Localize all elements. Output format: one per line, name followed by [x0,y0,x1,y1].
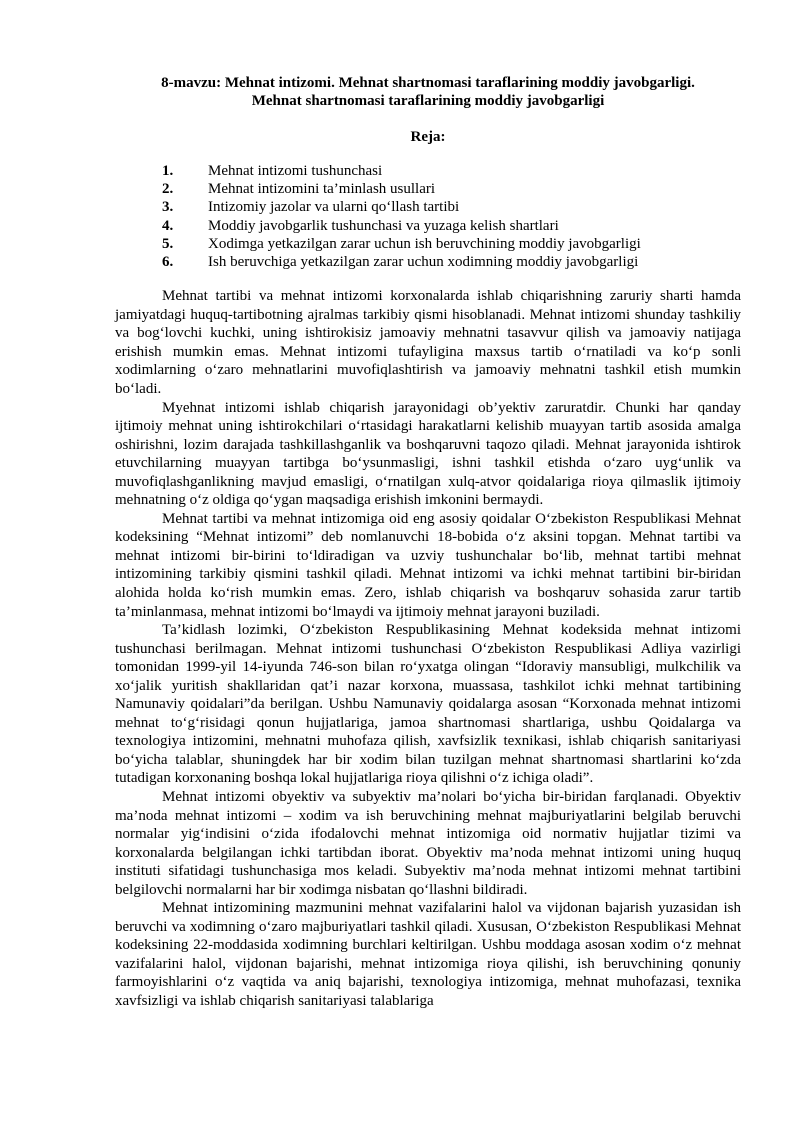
body-paragraph-4: Ta’kidlash lozimki, O‘zbekiston Respublikasining Mehnat kodeksida mehnat intizomi tushunchasi berilmagan. Mehnat intizomi tushunchasi O‘zbekiston Respublikasi Adliya vazirligi tomonidan 1999-yil 14-iyunda 746-son bilan ro‘yxatga olingan “Idoraviy mansubligi, mulkchilik va xo‘jalik yuritish shakllaridan qat’i nazar korxona, muassasa, tashkilot ichki mehnat tartibining Namunaviy qoidalari”da berilgan. Ushbu Namunaviy qoidalarga asosan “Korxonada mehnat intizomi mehnat to‘g‘risidagi qonun hujjatlariga, jamoa shartnomasi shartlariga, ushbu Qoidalarga va texnologiya intizomini, mehnatni muhofaza qilish, xavfsizlik texnikasi, ishlab chiqarish sanitariyasi bo‘yicha talablar, shuningdek har bir xodim bilan tuzilgan mehnat shartnomasi shartlarini ko‘zda tutadigan korxonaning boshqa lokal hujjatlariga rioya qilishni o‘z ichiga oladi”. [115,622,741,787]
plan-item-text: Mehnat intizomi tushunchasi [208,163,383,179]
plan-item-number: 6. [162,254,174,271]
plan-item-number: 4. [162,217,174,234]
body-paragraph-5: Mehnat intizomi obyektiv va subyektiv ma’nolari bo‘yicha bir-biridan farqlanadi. Obyektiv ma’noda mehnat intizomi – xodim va ish beruvchining mehnat majburiyatlarini belgilab beruvchi normalar yig‘indisini o‘zida ifodalovchi mehnat intizomiga oid normativ hujjatlar tizimi va korxonalarda belgilangan ichki tartibdan iborat. Obyektiv ma’noda mehnat intizomi uning huquq instituti sifatidagi tushunchasiga mos keladi. Subyektiv ma’noda mehnat intizomi mehnat tartibini belgilovchi normalarni har bir xodimga nisbatan qo‘llashni bildiradi. [115,788,741,898]
plan-item-text: Intizomiy jazolar va ularni qo‘llash tartibi [208,199,460,216]
plan-item-text: Moddiy javobgarlik tushunchasi va yuzaga kelish shartlari [208,217,559,234]
body-paragraph-3: Mehnat tartibi va mehnat intizomiga oid eng asosiy qoidalar O‘zbekiston Respublikasi Mehnat kodeksining “Mehnat intizomi” deb nomlanuvchi 18-bobida o‘z aksini topgan. Mehnat tartibi va mehnat intizomi bir-birini to‘ldiradigan va uzviy tushunchalar bo‘lib, mehnat tartibi mehnat intizomining tarkibiy qismini tashkil qiladi. Mehnat intizomi va ichki mehnat tartibini bir-biridan alohida holda ko‘rish mumkin emas. Zero, ishlab chiqarish va boshqaruv sohasida zarur tartib ta’minlanmasa, mehnat intizomi bo‘lmaydi va ijtimoiy mehnat jarayoni buziladi. [115,510,741,620]
plan-item-text: Ish beruvchiga yetkazilgan zarar uchun xodimning moddiy javobgarligi [208,254,639,271]
body-paragraph-2: Myehnat intizomi ishlab chiqarish jarayonidagi ob’yektiv zaruratdir. Chunki har qanday ijtimoiy mehnat uning ishtirokchilari o‘rtasidagi harakatlarni kelishib muayyan tartib asosida amalga oshirishni, lozim darajada tashkillashganlik va boshqaruvni taqozo qiladi. Mehnat jarayonida ishtirok etuvchilarning muayyan tartibga bo‘ysunmasligi, ishni tashkil etishda o‘zaro uyg‘unlik va muvofiqlashganlikning mavjud emasligi, o‘rnatilgan xulq-atvor qoidalariga rioya qilmaslik ijtimoiy mehnatning o‘z oldiga qo‘ygan maqsadiga erishish imkonini bermaydi. [115,399,741,509]
plan-item-3 [115,198,741,216]
title-line-2: Mehnat shartnomasi taraflarining moddiy javobgarligi [251,93,605,109]
plan-item-1 [115,162,741,180]
plan-item-4 [115,217,741,235]
title-line-1: 8-mavzu: Mehnat intizomi. Mehnat shartnomasi taraflarining moddiy javobgarligi. [161,75,695,91]
plan-item-number: 2. [162,181,174,198]
plan-item-5 [115,235,741,253]
document-title [115,74,741,110]
plan-heading: Reja: [410,129,446,145]
plan-item-text: Xodimga yetkazilgan zarar uchun ish beruvchining moddiy javobgarligi [208,235,641,252]
plan-item-number: 1. [162,163,174,179]
plan-item-text: Mehnat intizomini ta’minlash usullari [208,181,436,198]
document-page [115,74,741,1011]
body-paragraph-1: Mehnat tartibi va mehnat intizomi korxonalarda ishlab chiqarishning zaruriy sharti hamda jamiyatdagi huquq-tartibotning ajralmas tarkibiy qismi hisoblanadi. Mehnat intizomi shunday tashkiliy va bog‘lovchi kuchki, uning ishtirokisiz jamoaviy mehnatni tasavvur qilish va jamoaviy natijaga erishish mumkin emas. Mehnat intizomi tufayligina maxsus tartib o‘rnatiladi va ko‘p sonli xodimlarning o‘zaro mehnatlarini muvofiqlashtirish va jamoaviy mehnatni tashkil etish mumkin bo‘ladi. [115,288,741,397]
plan-item-2 [115,180,741,198]
plan-list [115,162,741,271]
body-paragraph-6: Mehnat intizomining mazmunini mehnat vazifalarini halol va vijdonan bajarish yuzasidan ish beruvchi va xodimning o‘zaro majburiyatlari tashkil qiladi. Xususan, O‘zbekiston Respublikasi Mehnat kodeksining 22-moddasida xodimning burchlari keltirilgan. Ushbu moddaga asosan xodim o‘z mehnat vazifalarini halol, vijdonan bajarishi, mehnat intizomiga rioya qilishi, ish beruvchining qonuniy farmoyishlarini o‘z vaqtida va aniq bajarishi, texnologiya intizomiga, mehnat muhofazasi, texnika xavfsizligi va ishlab chiqarish sanitariyasi talablariga [115,900,741,1009]
plan-item-number: 5. [162,235,174,252]
plan-item-6 [115,253,741,271]
plan-item-number: 3. [162,199,174,216]
